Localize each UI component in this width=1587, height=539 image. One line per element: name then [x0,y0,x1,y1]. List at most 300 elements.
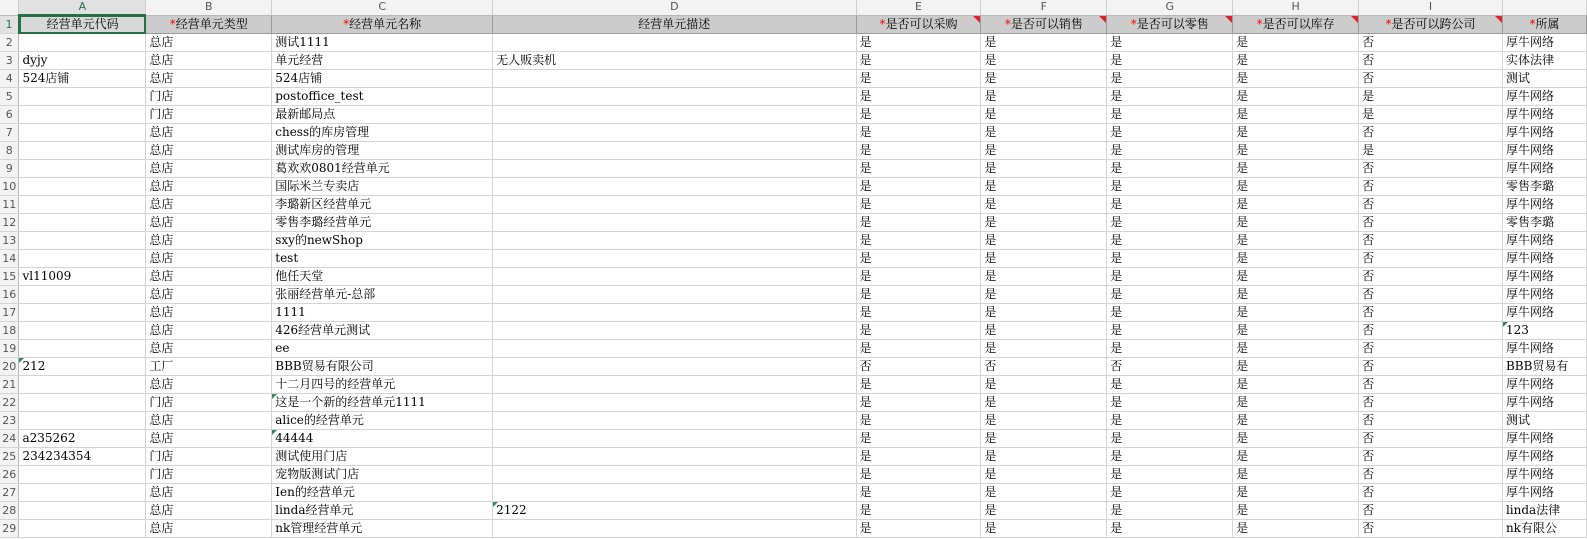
cell-description[interactable] [493,412,856,430]
cell-description[interactable] [493,106,856,124]
cell-cross-company[interactable] [1359,430,1503,448]
cell-name[interactable] [272,304,493,322]
cell-can-stock[interactable] [1233,196,1359,214]
cell-company[interactable] [1502,412,1586,430]
cell-type[interactable] [146,484,272,502]
cell-description[interactable] [493,250,856,268]
cell-can-sell[interactable] [981,268,1107,286]
cell-cross-company[interactable] [1359,88,1503,106]
cell-type[interactable] [146,178,272,196]
row-number[interactable]: 1 [0,15,19,34]
cell-code[interactable] [19,268,146,286]
cell-code[interactable] [19,448,146,466]
cell-company[interactable] [1502,358,1586,376]
cell-description[interactable] [493,286,856,304]
cell-can-retail[interactable] [1107,52,1233,70]
cell-can-retail[interactable] [1107,448,1233,466]
cell-can-sell[interactable] [981,34,1107,52]
cell-can-purchase[interactable] [856,88,981,106]
header-cell-code[interactable] [19,15,146,34]
row-number[interactable]: 12 [0,214,19,232]
cell-can-purchase[interactable] [856,196,981,214]
cell-name[interactable] [272,502,493,520]
row-number[interactable]: 20 [0,358,19,376]
cell-name[interactable] [272,520,493,538]
row-number[interactable]: 17 [0,304,19,322]
cell-code[interactable] [19,88,146,106]
cell-company[interactable] [1502,232,1586,250]
cell-can-stock[interactable] [1233,160,1359,178]
cell-cross-company[interactable] [1359,232,1503,250]
cell-description[interactable] [493,358,856,376]
cell-code[interactable] [19,160,146,178]
cell-can-retail[interactable] [1107,430,1233,448]
cell-name[interactable] [272,124,493,142]
cell-can-retail[interactable] [1107,268,1233,286]
cell-company[interactable] [1502,376,1586,394]
cell-description[interactable] [493,394,856,412]
cell-company[interactable] [1502,304,1586,322]
cell-code[interactable] [19,520,146,538]
cell-name[interactable] [272,178,493,196]
cell-can-retail[interactable] [1107,142,1233,160]
cell-can-retail[interactable] [1107,394,1233,412]
cell-can-sell[interactable] [981,250,1107,268]
cell-name[interactable] [272,268,493,286]
cell-can-purchase[interactable] [856,376,981,394]
cell-name[interactable] [272,106,493,124]
cell-can-stock[interactable] [1233,286,1359,304]
cell-can-sell[interactable] [981,232,1107,250]
cell-company[interactable] [1502,286,1586,304]
cell-cross-company[interactable] [1359,160,1503,178]
cell-type[interactable] [146,196,272,214]
cell-type[interactable] [146,124,272,142]
cell-company[interactable] [1502,142,1586,160]
cell-can-purchase[interactable] [856,520,981,538]
cell-cross-company[interactable] [1359,322,1503,340]
cell-can-stock[interactable] [1233,304,1359,322]
header-cell-description[interactable] [493,15,856,34]
cell-name[interactable] [272,160,493,178]
cell-can-stock[interactable] [1233,502,1359,520]
header-cell-can-purchase[interactable] [856,15,981,34]
cell-code[interactable] [19,412,146,430]
cell-can-sell[interactable] [981,142,1107,160]
cell-company[interactable] [1502,250,1586,268]
cell-can-sell[interactable] [981,304,1107,322]
column-header-j[interactable] [1502,0,1586,15]
cell-can-purchase[interactable] [856,448,981,466]
cell-code[interactable] [19,286,146,304]
cell-type[interactable] [146,250,272,268]
row-number[interactable]: 9 [0,160,19,178]
cell-can-stock[interactable] [1233,412,1359,430]
row-number[interactable]: 2 [0,34,19,52]
cell-description[interactable] [493,52,856,70]
cell-code[interactable] [19,196,146,214]
cell-can-purchase[interactable] [856,466,981,484]
column-header-a[interactable]: A [19,0,146,15]
row-number[interactable]: 25 [0,448,19,466]
row-number[interactable]: 15 [0,268,19,286]
cell-name[interactable] [272,322,493,340]
cell-can-purchase[interactable] [856,394,981,412]
cell-name[interactable] [272,412,493,430]
cell-cross-company[interactable] [1359,340,1503,358]
column-header-g[interactable]: G [1107,0,1233,15]
cell-name[interactable] [272,466,493,484]
cell-code[interactable] [19,304,146,322]
cell-can-sell[interactable] [981,124,1107,142]
cell-can-purchase[interactable] [856,322,981,340]
cell-can-retail[interactable] [1107,322,1233,340]
cell-can-purchase[interactable] [856,304,981,322]
cell-can-retail[interactable] [1107,178,1233,196]
header-cell-name[interactable] [272,15,493,34]
cell-can-purchase[interactable] [856,502,981,520]
select-all-corner[interactable] [0,0,19,15]
cell-cross-company[interactable] [1359,124,1503,142]
cell-can-purchase[interactable] [856,484,981,502]
cell-name[interactable] [272,142,493,160]
cell-description[interactable] [493,430,856,448]
cell-description[interactable] [493,34,856,52]
cell-can-retail[interactable] [1107,376,1233,394]
row-number[interactable]: 5 [0,88,19,106]
cell-can-stock[interactable] [1233,430,1359,448]
cell-cross-company[interactable] [1359,52,1503,70]
cell-can-purchase[interactable] [856,160,981,178]
cell-can-retail[interactable] [1107,214,1233,232]
cell-type[interactable] [146,448,272,466]
header-cell-can-sell[interactable] [981,15,1107,34]
cell-cross-company[interactable] [1359,142,1503,160]
cell-can-sell[interactable] [981,376,1107,394]
cell-name[interactable] [272,340,493,358]
row-number[interactable]: 28 [0,502,19,520]
cell-cross-company[interactable] [1359,412,1503,430]
cell-can-purchase[interactable] [856,268,981,286]
cell-can-purchase[interactable] [856,124,981,142]
cell-cross-company[interactable] [1359,484,1503,502]
cell-description[interactable] [493,520,856,538]
cell-can-purchase[interactable] [856,232,981,250]
cell-description[interactable] [493,304,856,322]
cell-can-retail[interactable] [1107,250,1233,268]
cell-company[interactable] [1502,106,1586,124]
cell-cross-company[interactable] [1359,268,1503,286]
cell-name[interactable] [272,34,493,52]
cell-can-retail[interactable] [1107,520,1233,538]
cell-code[interactable] [19,430,146,448]
row-number[interactable]: 29 [0,520,19,538]
cell-description[interactable] [493,268,856,286]
row-number[interactable]: 16 [0,286,19,304]
column-header-c[interactable]: C [272,0,493,15]
cell-company[interactable] [1502,88,1586,106]
cell-code[interactable] [19,52,146,70]
cell-description[interactable] [493,448,856,466]
cell-code[interactable] [19,214,146,232]
cell-can-sell[interactable] [981,196,1107,214]
row-number[interactable]: 8 [0,142,19,160]
cell-description[interactable] [493,376,856,394]
cell-company[interactable] [1502,466,1586,484]
cell-can-purchase[interactable] [856,340,981,358]
cell-can-stock[interactable] [1233,358,1359,376]
header-cell-can-retail[interactable] [1107,15,1233,34]
cell-can-retail[interactable] [1107,286,1233,304]
cell-can-sell[interactable] [981,466,1107,484]
cell-can-retail[interactable] [1107,88,1233,106]
cell-can-stock[interactable] [1233,250,1359,268]
row-number[interactable]: 26 [0,466,19,484]
cell-can-sell[interactable] [981,448,1107,466]
cell-code[interactable] [19,340,146,358]
cell-cross-company[interactable] [1359,250,1503,268]
cell-can-purchase[interactable] [856,214,981,232]
cell-name[interactable] [272,196,493,214]
cell-can-sell[interactable] [981,520,1107,538]
cell-description[interactable] [493,124,856,142]
cell-type[interactable] [146,322,272,340]
cell-description[interactable] [493,196,856,214]
cell-cross-company[interactable] [1359,394,1503,412]
cell-can-sell[interactable] [981,502,1107,520]
cell-company[interactable] [1502,394,1586,412]
cell-can-stock[interactable] [1233,340,1359,358]
cell-cross-company[interactable] [1359,106,1503,124]
cell-type[interactable] [146,106,272,124]
cell-description[interactable] [493,178,856,196]
cell-can-retail[interactable] [1107,358,1233,376]
cell-can-stock[interactable] [1233,106,1359,124]
row-number[interactable]: 27 [0,484,19,502]
cell-cross-company[interactable] [1359,178,1503,196]
cell-code[interactable] [19,178,146,196]
cell-cross-company[interactable] [1359,358,1503,376]
row-number[interactable]: 21 [0,376,19,394]
cell-code[interactable] [19,376,146,394]
cell-type[interactable] [146,232,272,250]
cell-code[interactable] [19,466,146,484]
cell-code[interactable] [19,106,146,124]
cell-type[interactable] [146,70,272,88]
cell-can-sell[interactable] [981,340,1107,358]
cell-can-sell[interactable] [981,178,1107,196]
row-number[interactable]: 7 [0,124,19,142]
cell-type[interactable] [146,160,272,178]
cell-company[interactable] [1502,484,1586,502]
cell-code[interactable] [19,394,146,412]
cell-can-sell[interactable] [981,214,1107,232]
row-number[interactable]: 6 [0,106,19,124]
cell-can-stock[interactable] [1233,214,1359,232]
cell-can-retail[interactable] [1107,412,1233,430]
cell-can-purchase[interactable] [856,250,981,268]
cell-company[interactable] [1502,340,1586,358]
header-cell-company[interactable] [1502,15,1586,34]
cell-description[interactable] [493,160,856,178]
cell-type[interactable] [146,466,272,484]
cell-can-sell[interactable] [981,484,1107,502]
cell-can-purchase[interactable] [856,34,981,52]
cell-cross-company[interactable] [1359,448,1503,466]
cell-description[interactable] [493,70,856,88]
cell-can-sell[interactable] [981,358,1107,376]
cell-type[interactable] [146,394,272,412]
cell-code[interactable] [19,142,146,160]
cell-type[interactable] [146,376,272,394]
cell-company[interactable] [1502,70,1586,88]
cell-can-stock[interactable] [1233,394,1359,412]
cell-can-retail[interactable] [1107,106,1233,124]
cell-can-stock[interactable] [1233,448,1359,466]
cell-can-purchase[interactable] [856,430,981,448]
cell-name[interactable] [272,286,493,304]
cell-description[interactable] [493,142,856,160]
cell-cross-company[interactable] [1359,304,1503,322]
cell-cross-company[interactable] [1359,466,1503,484]
cell-code[interactable] [19,358,146,376]
cell-description[interactable] [493,322,856,340]
cell-name[interactable] [272,70,493,88]
row-number[interactable]: 23 [0,412,19,430]
cell-cross-company[interactable] [1359,376,1503,394]
cell-can-stock[interactable] [1233,124,1359,142]
cell-can-retail[interactable] [1107,70,1233,88]
cell-can-sell[interactable] [981,394,1107,412]
cell-description[interactable] [493,88,856,106]
cell-name[interactable] [272,88,493,106]
header-cell-can-stock[interactable] [1233,15,1359,34]
cell-name[interactable] [272,430,493,448]
cell-can-stock[interactable] [1233,466,1359,484]
cell-can-retail[interactable] [1107,196,1233,214]
cell-company[interactable] [1502,34,1586,52]
cell-type[interactable] [146,214,272,232]
cell-description[interactable] [493,232,856,250]
row-number[interactable]: 14 [0,250,19,268]
cell-description[interactable] [493,502,856,520]
cell-can-sell[interactable] [981,160,1107,178]
cell-name[interactable] [272,484,493,502]
column-header-d[interactable]: D [493,0,856,15]
cell-can-retail[interactable] [1107,160,1233,178]
cell-description[interactable] [493,340,856,358]
cell-can-purchase[interactable] [856,412,981,430]
cell-name[interactable] [272,394,493,412]
cell-name[interactable] [272,232,493,250]
cell-can-retail[interactable] [1107,304,1233,322]
cell-can-stock[interactable] [1233,484,1359,502]
cell-type[interactable] [146,358,272,376]
column-header-i[interactable]: I [1359,0,1503,15]
cell-can-stock[interactable] [1233,268,1359,286]
cell-can-sell[interactable] [981,322,1107,340]
cell-code[interactable] [19,232,146,250]
cell-can-sell[interactable] [981,286,1107,304]
row-number[interactable]: 22 [0,394,19,412]
cell-description[interactable] [493,214,856,232]
cell-company[interactable] [1502,214,1586,232]
cell-can-sell[interactable] [981,430,1107,448]
cell-company[interactable] [1502,268,1586,286]
cell-company[interactable] [1502,52,1586,70]
cell-cross-company[interactable] [1359,214,1503,232]
cell-can-sell[interactable] [981,70,1107,88]
column-header-f[interactable]: F [981,0,1107,15]
cell-can-retail[interactable] [1107,340,1233,358]
cell-can-retail[interactable] [1107,34,1233,52]
row-number[interactable]: 18 [0,322,19,340]
cell-cross-company[interactable] [1359,70,1503,88]
cell-can-stock[interactable] [1233,232,1359,250]
cell-code[interactable] [19,250,146,268]
cell-type[interactable] [146,34,272,52]
cell-code[interactable] [19,124,146,142]
cell-name[interactable] [272,358,493,376]
cell-can-purchase[interactable] [856,70,981,88]
cell-can-purchase[interactable] [856,52,981,70]
cell-can-retail[interactable] [1107,232,1233,250]
cell-can-purchase[interactable] [856,178,981,196]
cell-name[interactable] [272,448,493,466]
cell-can-stock[interactable] [1233,376,1359,394]
cell-code[interactable] [19,70,146,88]
cell-type[interactable] [146,520,272,538]
cell-cross-company[interactable] [1359,34,1503,52]
row-number[interactable]: 24 [0,430,19,448]
cell-code[interactable] [19,34,146,52]
cell-cross-company[interactable] [1359,520,1503,538]
cell-type[interactable] [146,340,272,358]
cell-code[interactable] [19,322,146,340]
cell-can-retail[interactable] [1107,466,1233,484]
cell-company[interactable] [1502,430,1586,448]
cell-type[interactable] [146,88,272,106]
cell-company[interactable] [1502,178,1586,196]
cell-cross-company[interactable] [1359,286,1503,304]
cell-can-stock[interactable] [1233,34,1359,52]
cell-code[interactable] [19,484,146,502]
cell-company[interactable] [1502,448,1586,466]
column-header-e[interactable]: E [856,0,981,15]
cell-can-purchase[interactable] [856,106,981,124]
cell-type[interactable] [146,268,272,286]
cell-type[interactable] [146,142,272,160]
cell-cross-company[interactable] [1359,502,1503,520]
cell-can-sell[interactable] [981,106,1107,124]
row-number[interactable]: 4 [0,70,19,88]
cell-name[interactable] [272,250,493,268]
cell-company[interactable] [1502,322,1586,340]
cell-can-stock[interactable] [1233,178,1359,196]
cell-can-sell[interactable] [981,88,1107,106]
cell-code[interactable] [19,502,146,520]
row-number[interactable]: 11 [0,196,19,214]
cell-can-stock[interactable] [1233,142,1359,160]
cell-can-retail[interactable] [1107,502,1233,520]
cell-company[interactable] [1502,124,1586,142]
cell-can-purchase[interactable] [856,286,981,304]
cell-can-stock[interactable] [1233,70,1359,88]
cell-type[interactable] [146,304,272,322]
cell-can-purchase[interactable] [856,142,981,160]
header-cell-type[interactable] [146,15,272,34]
cell-company[interactable] [1502,160,1586,178]
